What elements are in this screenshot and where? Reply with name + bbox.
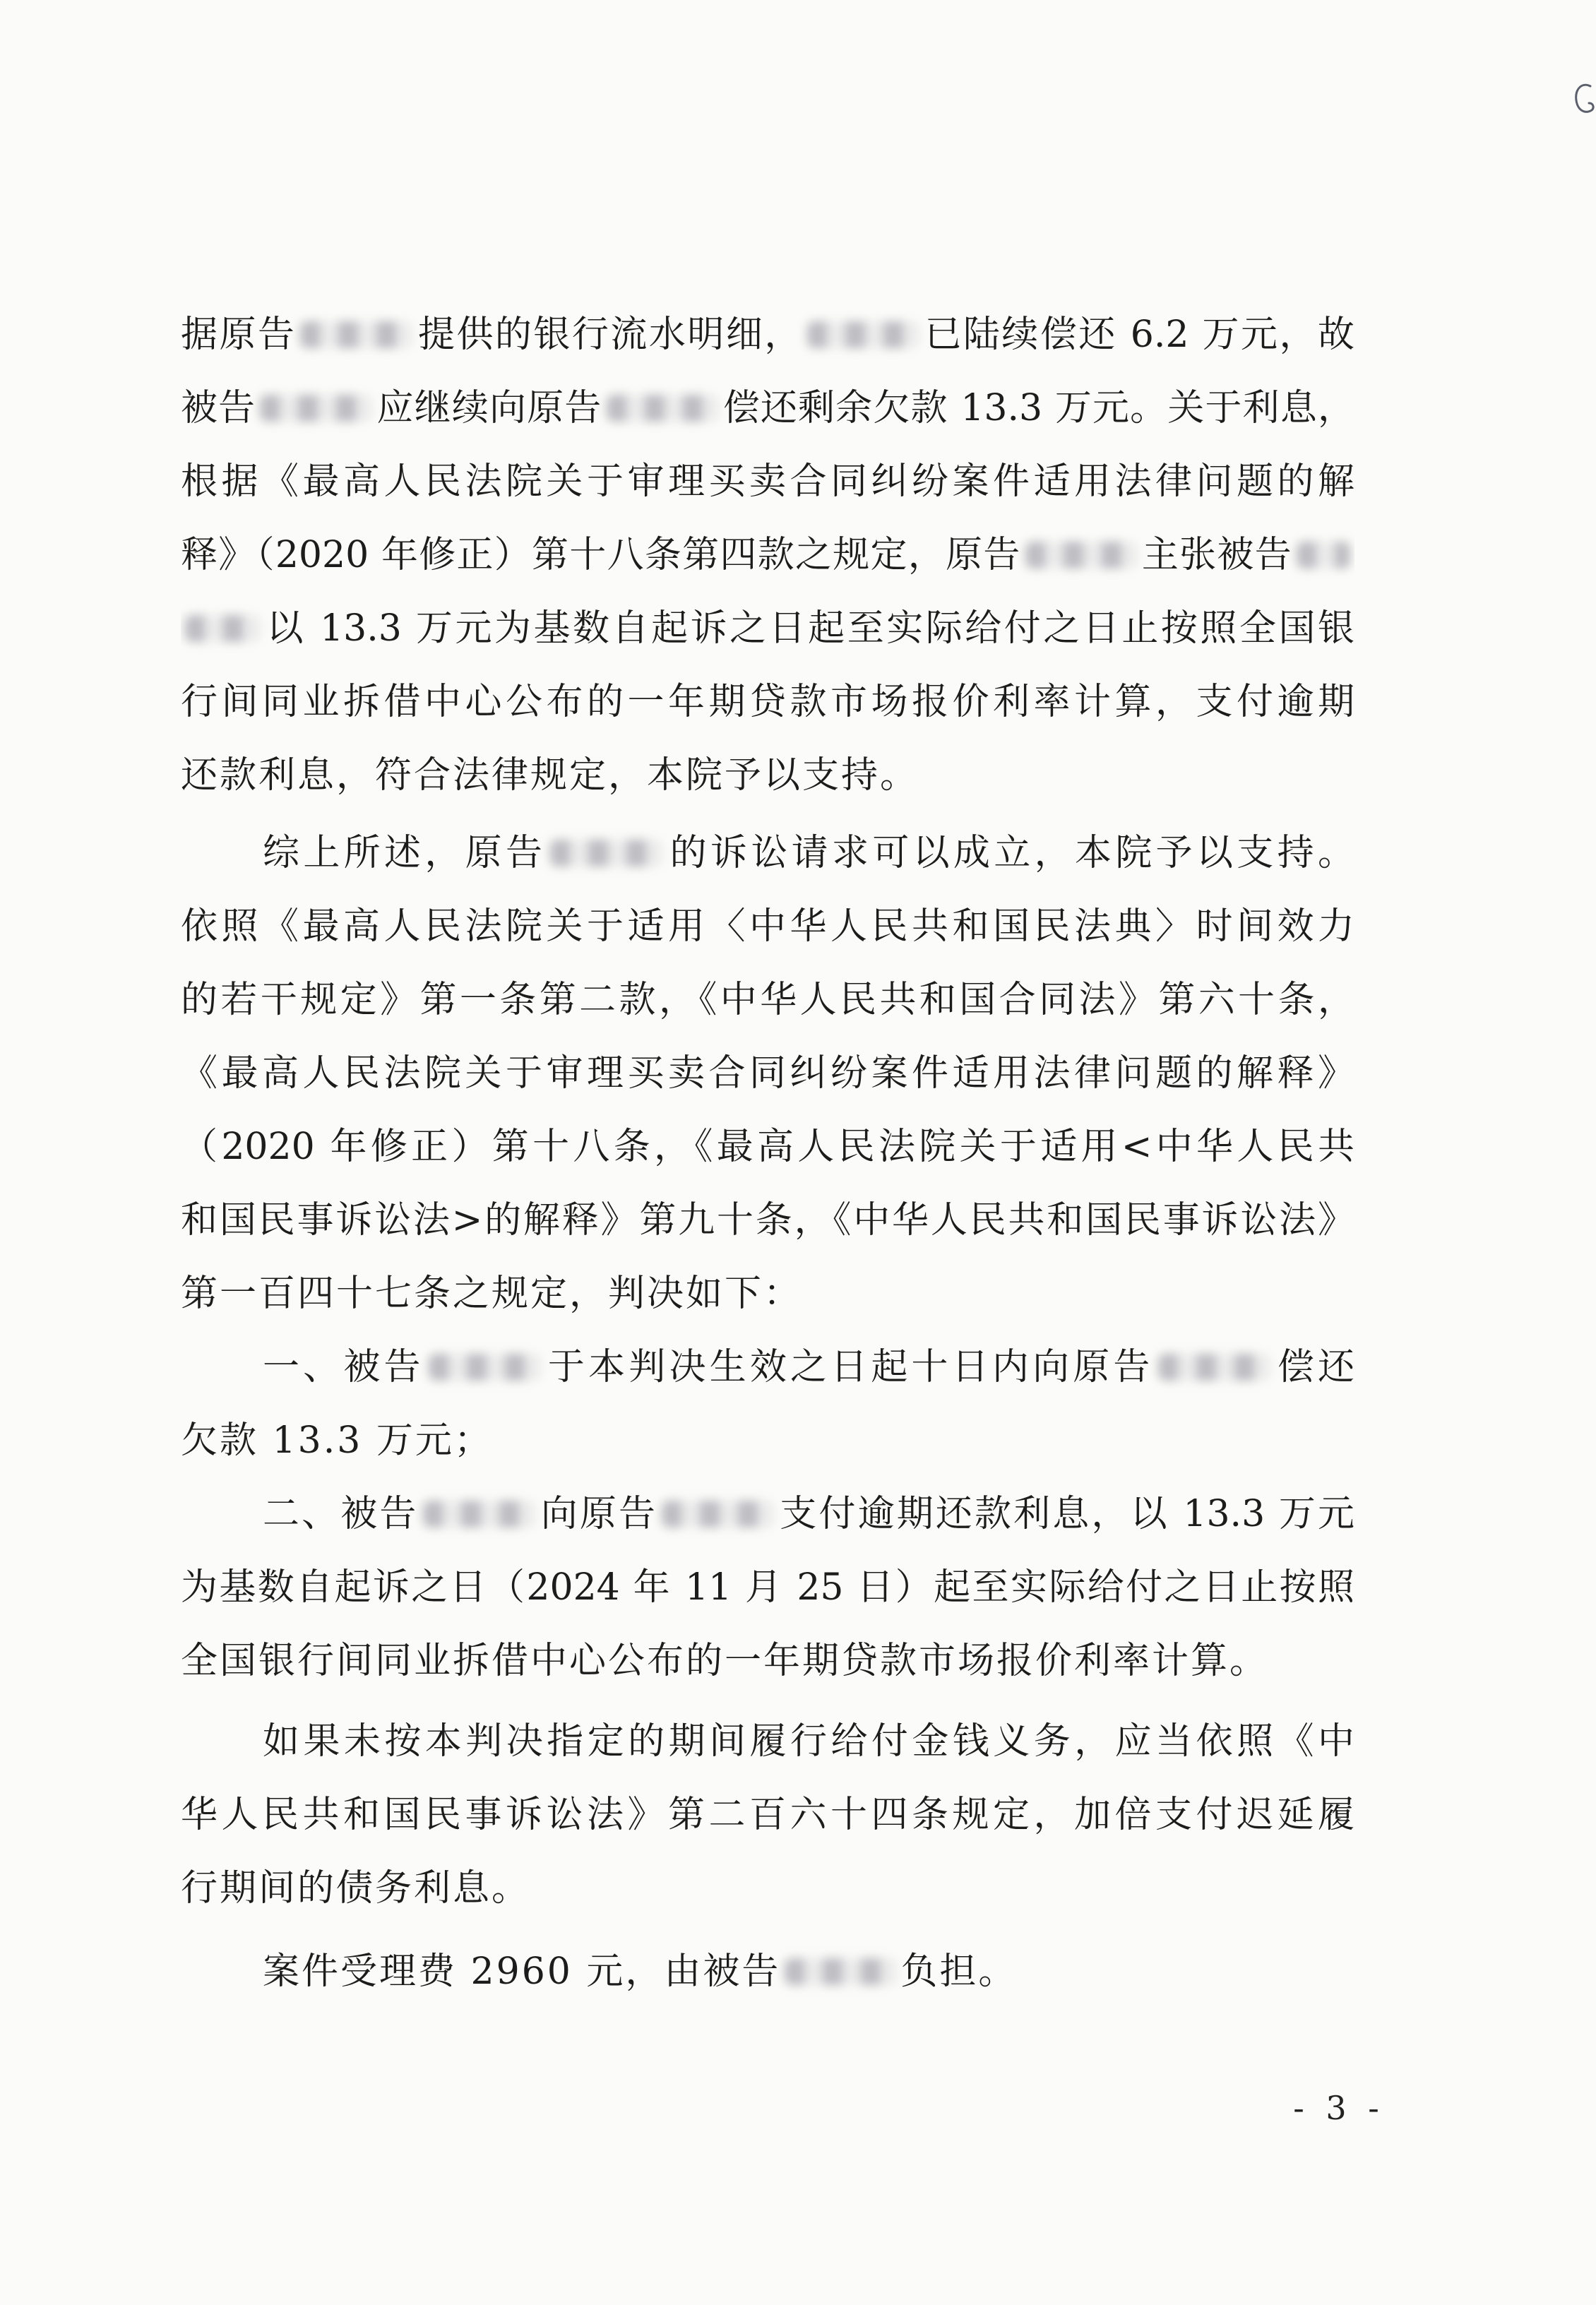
line-text: 偿还剩余欠款 13.3 万元。关于利息， [722, 387, 1354, 429]
redacted-name [296, 317, 416, 351]
text-line [181, 1330, 1354, 1404]
line-text: 二、被告 [263, 1493, 419, 1535]
line-text: 已陆续偿还 6.2 万元，故 [922, 314, 1354, 356]
text-line [181, 1551, 1354, 1624]
line-text: 负担。 [900, 1950, 1018, 1993]
line-text: 欠款 13.3 万元； [181, 1419, 493, 1462]
line-text: 华人民共和国民事诉讼法》第二百六十四条规定，加倍支付迟延履 [181, 1794, 1354, 1836]
judgment-body-text [181, 298, 1354, 2008]
text-line [181, 371, 1354, 445]
text-line [181, 1404, 1354, 1477]
text-line [181, 518, 1354, 592]
line-text: 依照《最高人民法院关于适用〈中华人民共和国民法典〉时间效力 [181, 905, 1354, 948]
line-text: 释》（2020 年修正）第十八条第四款之规定，原告 [181, 534, 1021, 576]
redacted-name [546, 835, 666, 869]
line-text: 案件受理费 2960 元，由被告 [263, 1950, 781, 1993]
text-line [181, 1852, 1354, 1925]
line-text: 主张被告 [1141, 534, 1292, 576]
line-text: 第一百四十七条之规定，判决如下： [181, 1273, 803, 1315]
text-line [181, 963, 1354, 1037]
line-text: 行间同业拆借中心公布的一年期贷款市场报价利率计算，支付逾期 [181, 681, 1354, 723]
redacted-name [1292, 537, 1354, 571]
text-line [181, 816, 1354, 890]
line-text: 根据《最高人民法院关于审理买卖合同纠纷案件适用法律问题的解 [181, 460, 1354, 503]
line-text: 行期间的债务利息。 [181, 1867, 531, 1910]
text-line [181, 1935, 1354, 2008]
margin-pen-mark [1569, 79, 1596, 121]
text-line [181, 1477, 1354, 1551]
line-text: 还款利息，符合法律规定，本院予以支持。 [181, 754, 919, 797]
text-line [181, 1184, 1354, 1257]
text-line [181, 665, 1354, 739]
line-text: 偿还 [1273, 1346, 1354, 1388]
text-line [181, 1110, 1354, 1184]
line-text: 被告 [181, 387, 256, 429]
redacted-name [181, 611, 264, 645]
line-text: 提供的银行流水明细， [416, 314, 803, 356]
page-number: - 3 - [1293, 2089, 1385, 2127]
text-line [181, 1705, 1354, 1778]
text-line [181, 298, 1354, 371]
line-text: 为基数自起诉之日（2024 年 11 月 25 日）起至实际给付之日止按照 [181, 1566, 1354, 1609]
line-text: 应继续向原告 [376, 387, 602, 429]
redacted-name [780, 1954, 900, 1988]
line-text: 综上所述，原告 [263, 832, 547, 874]
redacted-name [657, 1496, 778, 1530]
text-line [181, 445, 1354, 518]
redacted-name [419, 1496, 539, 1530]
line-text: 的若干规定》第一条第二款，《中华人民共和国合同法》第六十条， [181, 979, 1354, 1021]
redacted-name [424, 1350, 544, 1383]
line-text: 如果未按本判决指定的期间履行给付金钱义务，应当依照《中 [263, 1720, 1354, 1763]
line-text: 的诉讼请求可以成立，本院予以支持。 [666, 832, 1354, 874]
text-line [181, 1257, 1354, 1330]
text-line [181, 890, 1354, 963]
redacted-name [803, 317, 923, 351]
redacted-name [1154, 1350, 1274, 1383]
line-text: 一、被告 [263, 1346, 424, 1388]
line-text: 据原告 [181, 314, 297, 356]
text-line [181, 739, 1354, 812]
line-text: 和国民事诉讼法>的解释》第九十条，《中华人民共和国民事诉讼法》 [181, 1199, 1354, 1241]
line-text: 向原告 [538, 1493, 658, 1535]
text-line [181, 1778, 1354, 1852]
line-text: 《最高人民法院关于审理买卖合同纠纷案件适用法律问题的解释》 [181, 1052, 1354, 1095]
line-text: 于本判决生效之日起十日内向原告 [544, 1346, 1154, 1388]
line-text: 以 13.3 万元为基数自起诉之日起至实际给付之日止按照全国银 [264, 607, 1354, 650]
redacted-name [602, 391, 722, 424]
text-line [181, 592, 1354, 665]
redacted-name [1021, 537, 1141, 571]
text-line [181, 1037, 1354, 1110]
text-line [181, 1624, 1354, 1698]
line-text: 全国银行间同业拆借中心公布的一年期贷款市场报价利率计算。 [181, 1640, 1269, 1682]
line-text: 支付逾期还款利息，以 13.3 万元 [778, 1493, 1354, 1535]
line-text: （2020 年修正）第十八条，《最高人民法院关于适用<中华人民共 [181, 1126, 1354, 1168]
redacted-name [256, 391, 376, 424]
